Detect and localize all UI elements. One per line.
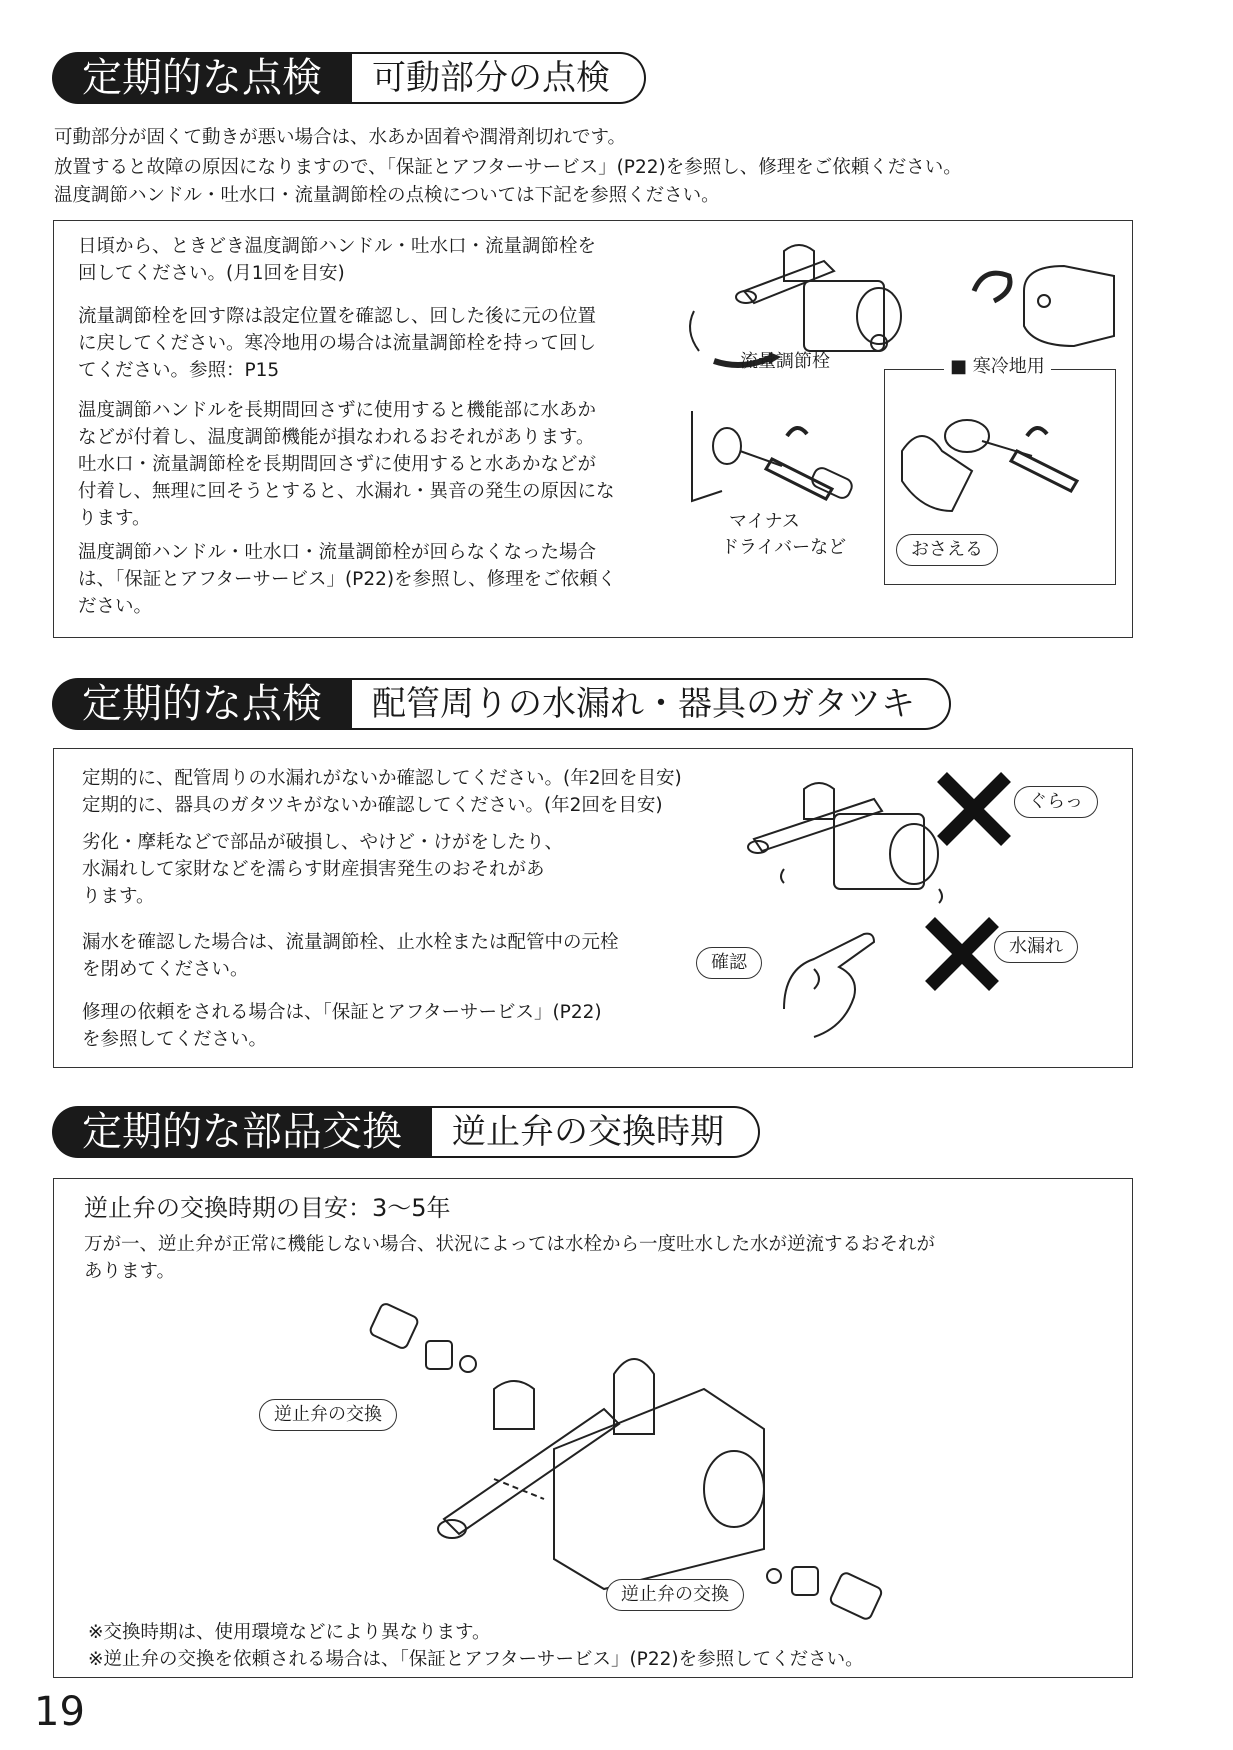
section3-heading: 逆止弁の交換時期の目安：3〜5年 [84, 1194, 451, 1222]
section2-para-2: 劣化・摩耗などで部品が破損し、やけど・けがをしたり、 水漏れして家財などを濡らす財産損害発生のおそれがあ ります。 [82, 832, 564, 907]
section2-para-1: 定期的に、配管周りの水漏れがないか確認してください。(年2回を目安) 定期的に、器具のガタツキがないか確認してください。(年2回を目安) [82, 768, 682, 816]
section3-body: 万が一、逆止弁が正常に機能しない場合、状況によっては水栓から一度吐水した水が逆流するおそれが あります。 [84, 1234, 936, 1282]
cross-mark-wobble [934, 769, 1014, 849]
page-number: 19 [34, 1689, 85, 1735]
section1-para-1: 日頃から、ときどき温度調節ハンドル・吐水口・流量調節栓を 回してください。(月1回を目安) [78, 236, 597, 284]
section1-para-3: 温度調節ハンドルを長期間回さずに使用すると機能部に水あか などが付着し、温度調節機能が損なわれるおそれがあります。 吐水口・流量調節栓を長期間回さずに使用すると水あかなどが 付着し、無理に回そうとすると、水漏れ・異音の発生の原因にな ります。 [78, 400, 615, 529]
section1-intro-1: 可動部分が固くて動きが悪い場合は、水あか固着や潤滑剤切れです。 [54, 127, 627, 148]
section3-notes: ※交換時期は、使用環境などにより異なります。 ※逆止弁の交換を依頼される場合は、「保証とアフターサービス」(P22)を参照してください。 [88, 1622, 864, 1670]
section2-para-3: 漏水を確認した場合は、流量調節栓、止水栓または配管中の元栓 を閉めてください。 [82, 932, 619, 980]
section3-subtitle: 逆止弁の交換時期 [432, 1106, 760, 1158]
check-valve-illustration [344, 1289, 904, 1589]
section3-box [53, 1178, 1133, 1678]
label-leak: 水漏れ [994, 931, 1078, 963]
label-check: 確認 [696, 947, 762, 979]
label-cold-region: ■ 寒冷地用 [944, 354, 1051, 380]
label-wobble: ぐらっ [1014, 786, 1098, 818]
section1-header [52, 52, 646, 104]
faucet-wobble-illustration [744, 769, 964, 909]
cross-mark-leak [922, 914, 1002, 994]
section3-header [52, 1106, 760, 1158]
section3-title: 定期的な部品交換 [52, 1106, 432, 1158]
label-driver: マイナス ドライバーなど [721, 511, 847, 558]
section2-box [53, 748, 1133, 1068]
section1-intro-2: 放置すると故障の原因になりますので、「保証とアフターサービス」(P22)を参照し、修理をご依頼ください。 [54, 157, 962, 178]
section2-header [52, 678, 951, 730]
pointing-hand-illustration [774, 929, 884, 1029]
section1-intro-3: 温度調節ハンドル・吐水口・流量調節栓の点検については下記を参照ください。 [54, 185, 720, 206]
section1-para-4: 温度調節ハンドル・吐水口・流量調節栓が回らなくなった場合 は、「保証とアフターサービス」(P22)を参照し、修理をご依頼く ださい。 [78, 542, 617, 617]
section1-para-2: 流量調節栓を回す際は設定位置を確認し、回した後に元の位置 に戻してください。寒冷地用の場合は流量調節栓を持って回し てください。参照：P15 [78, 306, 597, 381]
section2-para-4: 修理の依頼をされる場合は、「保証とアフターサービス」(P22) を参照してください。 [82, 1002, 602, 1050]
label-replace-lower: 逆止弁の交換 [606, 1579, 744, 1611]
section2-title: 定期的な点検 [52, 678, 352, 730]
label-hold: おさえる [896, 534, 998, 566]
section1-title: 定期的な点検 [52, 52, 352, 104]
section2-subtitle: 配管周りの水漏れ・器具のガタツキ [352, 678, 951, 730]
section1-box [53, 220, 1133, 638]
label-replace-upper: 逆止弁の交換 [259, 1399, 397, 1431]
label-flow-valve: 流量調節栓 [740, 351, 830, 372]
section1-subtitle: 可動部分の点検 [352, 52, 646, 104]
